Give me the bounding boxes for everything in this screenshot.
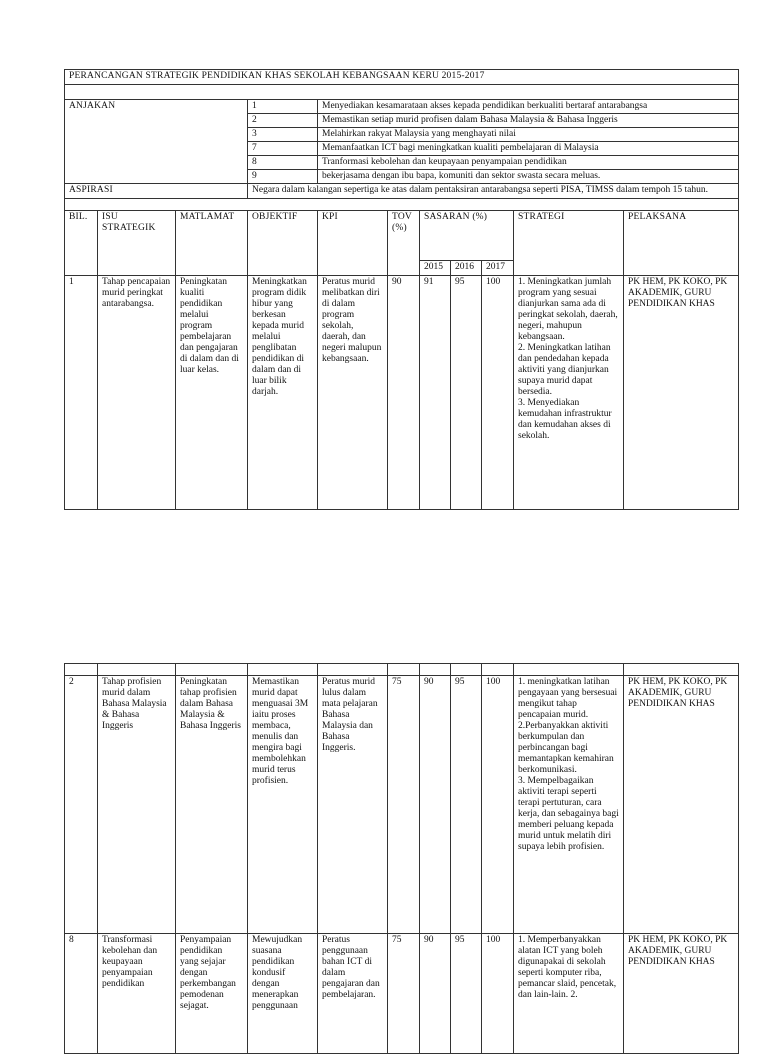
row-objektif: Memastikan murid dapat menguasai 3M iaitu proses membaca, menulis dan mengira bagi membolehkan murid terus profisien. [248, 676, 318, 934]
strategic-plan-table-bottom [64, 663, 739, 1054]
row-kpi: Peratus penggunaan bahan ICT di dalam pengajaran dan pembelajaran. [318, 934, 388, 1054]
row-bil: 8 [65, 934, 98, 1054]
row-target-2017: 100 [482, 934, 514, 1054]
row-isu: Tahap pencapaian murid peringkat antarabangsa. [98, 276, 176, 510]
anjakan-text: Menyediakan kesamarataan akses kepada pendidikan berkualiti bertaraf antarabangsa [318, 100, 739, 114]
header-tov: TOV (%) [388, 211, 420, 276]
blank-cell [98, 664, 176, 676]
row-isu: Transformasi kebolehan dan keupayaan penyampaian pendidikan [98, 934, 176, 1054]
header-isu-strategik: ISU STRATEGIK [98, 211, 176, 276]
header-sasaran: SASARAN (%) [420, 211, 514, 261]
strategy-item: 3. Menyediakan kemudahan infrastruktur dan kemudahan akses di sekolah. [518, 398, 612, 441]
blank-cell [176, 664, 248, 676]
anjakan-text: Melahirkan rakyat Malaysia yang menghayati nilai [318, 128, 739, 142]
header-year-2015: 2015 [420, 261, 451, 276]
anjakan-no: 1 [248, 100, 318, 114]
aspirasi-row [65, 184, 739, 199]
row-kpi: Peratus murid melibatkan diri di dalam program sekolah, daerah, dan negeri malupun kebangsaan. [318, 276, 388, 510]
header-pelaksana: PELAKSANA [624, 211, 739, 276]
spacer-row [65, 199, 739, 211]
header-year-2017: 2017 [482, 261, 514, 276]
row-matlamat: Peningkatan kualiti pendidikan melalui program pembelajaran dan pengajaran di dalam dan di luar kelas. [176, 276, 248, 510]
row-target-2015: 91 [420, 276, 451, 510]
blank-cell [482, 664, 514, 676]
blank-cell [65, 199, 739, 211]
header-objektif: OBJEKTIF [248, 211, 318, 276]
row-objektif: Mewujudkan suasana pendidikan kondusif dengan menerapkan penggunaan [248, 934, 318, 1054]
blank-cell [388, 664, 420, 676]
strategy-item: 3. Mempelbagaikan aktiviti terapi seperti terapi pertuturan, cara kerja, dan sebagainya bagi memberi peluang kepada murid untuk melatih diri supaya lebih profisien. [518, 776, 619, 852]
row-target-2016: 95 [451, 676, 482, 934]
anjakan-text: Memastikan setiap murid profisen dalam Bahasa Malaysia & Bahasa Inggeris [318, 114, 739, 128]
row-tov: 75 [388, 676, 420, 934]
blank-cell [451, 664, 482, 676]
table-row [65, 276, 739, 510]
anjakan-no: 2 [248, 114, 318, 128]
strategy-item: 1. Memperbanyakkan alatan ICT yang boleh digunapakai di sekolah seperti komputer riba, pemancar slaid, pencetak, dan lain-lain. 2. [518, 935, 617, 1000]
row-matlamat: Peningkatan tahap profisien dalam Bahasa Malaysia & Bahasa Inggeris [176, 676, 248, 934]
row-target-2015: 90 [420, 676, 451, 934]
row-isu: Tahap profisien murid dalam Bahasa Malaysia & Bahasa Inggeris [98, 676, 176, 934]
row-target-2016: 95 [451, 934, 482, 1054]
header-kpi: KPI [318, 211, 388, 276]
row-tov: 75 [388, 934, 420, 1054]
anjakan-no: 3 [248, 128, 318, 142]
row-tov: 90 [388, 276, 420, 510]
row-strategi [514, 276, 624, 510]
row-matlamat: Penyampaian pendidikan yang sejajar dengan perkembangan pemodenan sejagat. [176, 934, 248, 1054]
anjakan-no: 8 [248, 156, 318, 170]
strategy-item: 1. Meningkatkan jumlah program yang sesuai dianjurkan sama ada di peringkat sekolah, daerah, negeri, mahupun kebangsaan. [518, 277, 618, 342]
spacer-row [65, 85, 739, 100]
row-pelaksana: PK HEM, PK KOKO, PK AKADEMIK, GURU PENDIDIKAN KHAS [624, 276, 739, 510]
anjakan-row [65, 100, 739, 114]
anjakan-text: bekerjasama dengan ibu bapa, komuniti dan sektor swasta secara meluas. [318, 170, 739, 184]
spacer-row [65, 664, 739, 676]
blank-cell [65, 664, 98, 676]
row-bil: 2 [65, 676, 98, 934]
aspirasi-text: Negara dalam kalangan sepertiga ke atas dalam pentaksiran antarabangsa seperti PISA, TIMSS dalam tempoh 15 tahun. [248, 184, 739, 199]
strategic-plan-table-top [64, 69, 739, 510]
blank-cell [248, 664, 318, 676]
row-strategi [514, 934, 624, 1054]
blank-cell [514, 664, 624, 676]
blank-cell [420, 664, 451, 676]
title-row [65, 70, 739, 85]
row-pelaksana: PK HEM, PK KOKO, PK AKADEMIK, GURU PENDIDIKAN KHAS [624, 934, 739, 1054]
table-row [65, 676, 739, 934]
strategy-item: 1. meningkatkan latihan pengayaan yang bersesuai mengikut tahap pencapaian murid. [518, 677, 618, 720]
header-matlamat: MATLAMAT [176, 211, 248, 276]
blank-cell [318, 664, 388, 676]
row-target-2015: 90 [420, 934, 451, 1054]
row-target-2017: 100 [482, 676, 514, 934]
anjakan-no: 7 [248, 142, 318, 156]
header-bil: BIL. [65, 211, 98, 276]
blank-cell [624, 664, 739, 676]
anjakan-label: ANJAKAN [65, 100, 248, 184]
row-bil: 1 [65, 276, 98, 510]
aspirasi-label: ASPIRASI [65, 184, 248, 199]
header-row [65, 211, 739, 261]
document-title: PERANCANGAN STRATEGIK PENDIDIKAN KHAS SEKOLAH KEBANGSAAN KERU 2015-2017 [65, 70, 739, 85]
strategy-item: 2. Meningkatkan latihan dan pendedahan kepada aktiviti yang dianjurkan supaya murid dapat bersedia. [518, 343, 611, 397]
strategy-item: 2.Perbanyakkan aktiviti berkumpulan dan perbincangan bagi memantapkan kemahiran berkomunikasi. [518, 721, 614, 775]
header-strategi: STRATEGI [514, 211, 624, 276]
anjakan-text: Memanfaatkan ICT bagi meningkatkan kualiti pembelajaran di Malaysia [318, 142, 739, 156]
anjakan-text: Tranformasi kebolehan dan keupayaan penyampaian pendidikan [318, 156, 739, 170]
row-strategi [514, 676, 624, 934]
row-target-2016: 95 [451, 276, 482, 510]
row-target-2017: 100 [482, 276, 514, 510]
row-objektif: Meningkatkan program didik hibur yang berkesan kepada murid melalui penglibatan pendidikan di dalam dan di luar bilik darjah. [248, 276, 318, 510]
header-year-2016: 2016 [451, 261, 482, 276]
row-pelaksana: PK HEM, PK KOKO, PK AKADEMIK, GURU PENDIDIKAN KHAS [624, 676, 739, 934]
row-kpi: Peratus murid lulus dalam mata pelajaran Bahasa Malaysia dan Bahasa Inggeris. [318, 676, 388, 934]
anjakan-no: 9 [248, 170, 318, 184]
table-row [65, 934, 739, 1054]
blank-cell [65, 85, 739, 100]
